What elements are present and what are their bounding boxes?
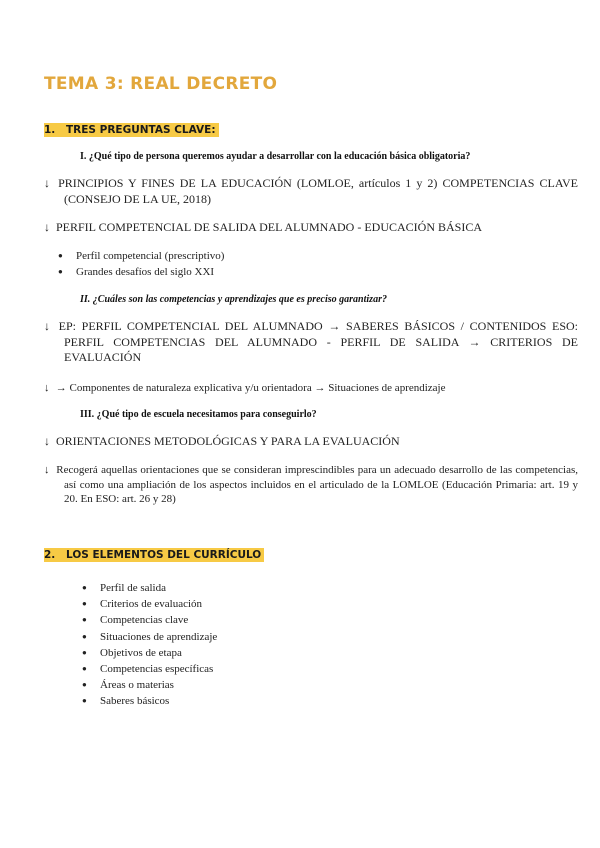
section-2-heading <box>44 548 264 562</box>
arrow-line-text: Recogerá aquellas orientaciones que se consideran imprescindibles para un adecuado desarrollo de las competencias, así como una ampliación de los aspectos incluidos en el articulado de la LOMLOE (Educación Primaria: art. 19 y 20. En ESO: art. 26 y 28) <box>56 464 579 505</box>
arrow-line-text: → Componentes de naturaleza explicativa y/u orientadora → Situaciones de aprendizaje <box>55 382 446 394</box>
bullet-dot-icon: ● <box>82 631 87 641</box>
bullet-dot-icon: ● <box>58 251 63 260</box>
perfil-bullet-list <box>54 248 224 280</box>
bullet-dot-icon: ● <box>58 267 63 277</box>
list-item: ● Grandes desafíos del siglo XXI <box>54 264 224 280</box>
list-item: ● Criterios de evaluación <box>78 596 217 612</box>
list-item: ● Competencias específicas <box>78 661 217 677</box>
list-item: ● Perfil de salida <box>78 580 217 596</box>
question-3: III. ¿Qué tipo de escuela necesitamos para conseguirlo? <box>80 409 317 420</box>
section-2-title: LOS ELEMENTOS DEL CURRÍCULO <box>66 549 262 561</box>
bullet-dot-icon: ● <box>82 664 87 674</box>
arrow-line-ep <box>44 319 578 366</box>
section-1-heading <box>44 123 219 137</box>
question-2: II. ¿Cuáles son las competencias y aprendizajes que es preciso garantizar? <box>80 294 387 305</box>
bullet-dot-icon: ● <box>82 696 87 706</box>
arrow-line-text: ORIENTACIONES METODOLÓGICAS Y PARA LA EVALUACIÓN <box>56 434 400 448</box>
elementos-bullet-list <box>78 580 217 710</box>
list-item: ● Saberes básicos <box>78 693 217 709</box>
list-item: ● Competencias clave <box>78 612 217 628</box>
page-title: TEMA 3: REAL DECRETO <box>44 74 278 94</box>
arrow-line-recogera <box>44 463 578 507</box>
arrow-line-principios <box>44 176 578 207</box>
section-1-number: 1. <box>44 124 56 136</box>
bullet-dot-icon: ● <box>82 599 87 609</box>
bullet-dot-icon: ● <box>82 680 87 690</box>
arrow-line-componentes <box>44 381 578 396</box>
down-arrow-icon: ↓ <box>44 464 50 476</box>
list-item: ● Situaciones de aprendizaje <box>78 629 217 645</box>
list-item: ● Perfil competencial (prescriptivo) <box>54 248 224 264</box>
list-item: ● Objetivos de etapa <box>78 645 217 661</box>
arrow-line-text: PRINCIPIOS Y FINES DE LA EDUCACIÓN (LOMLOE, artículos 1 y 2) COMPETENCIAS CLAVE (CONSEJO DE LA UE, 2018) <box>58 176 578 206</box>
section-1-title: TRES PREGUNTAS CLAVE: <box>66 124 216 136</box>
down-arrow-icon: ↓ <box>44 220 50 234</box>
arrow-line-perfil <box>44 220 578 236</box>
question-1: I. ¿Qué tipo de persona queremos ayudar a desarrollar con la educación básica obligatoria? <box>80 151 471 162</box>
list-item: ● Áreas o materias <box>78 677 217 693</box>
down-arrow-icon: ↓ <box>44 434 50 448</box>
arrow-line-orientaciones <box>44 434 578 450</box>
bullet-dot-icon: ● <box>82 647 87 657</box>
arrow-line-text: EP: PERFIL COMPETENCIAL DEL ALUMNADO → SABERES BÁSICOS / CONTENIDOS ESO: PERFIL COMPETENCIAS DEL ALUMNADO - PERFIL DE SALIDA → CRITERIOS DE EVALUACIÓN <box>58 319 579 364</box>
down-arrow-icon: ↓ <box>44 176 50 190</box>
section-2-number: 2. <box>44 549 56 561</box>
bullet-dot-icon: ● <box>82 583 87 592</box>
down-arrow-icon: ↓ <box>44 382 50 394</box>
bullet-dot-icon: ● <box>82 615 87 625</box>
down-arrow-icon: ↓ <box>44 319 50 333</box>
arrow-line-text: PERFIL COMPETENCIAL DE SALIDA DEL ALUMNADO - EDUCACIÓN BÁSICA <box>56 220 482 234</box>
